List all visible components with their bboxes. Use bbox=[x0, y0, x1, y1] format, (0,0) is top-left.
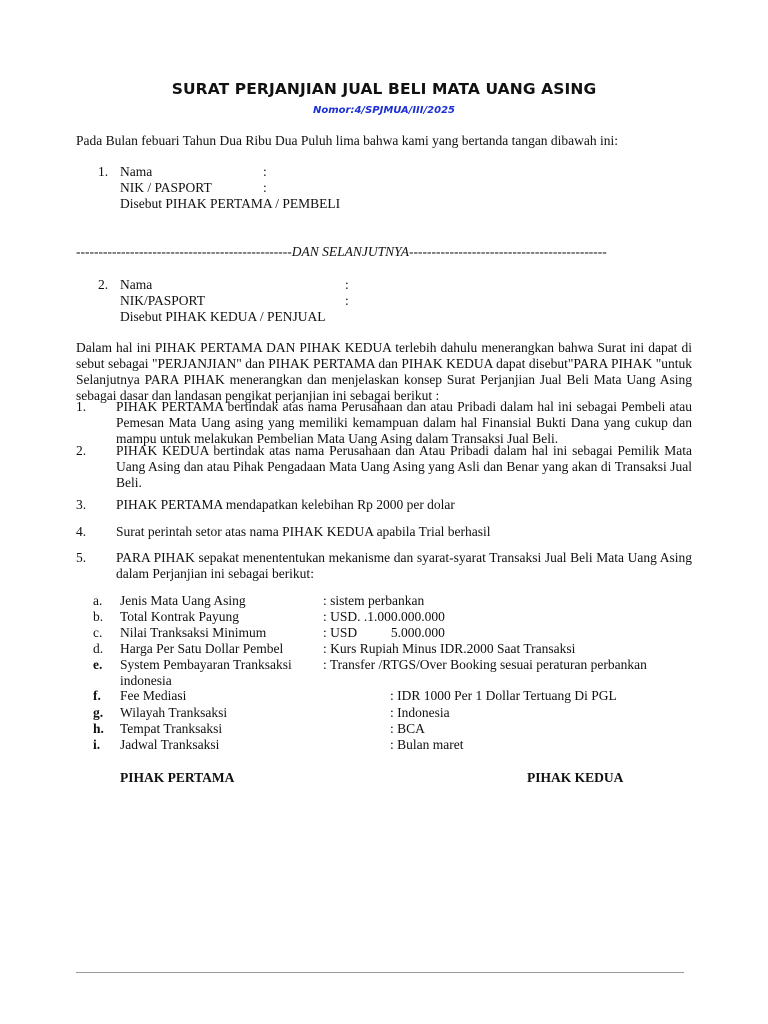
term-f-value: : IDR 1000 Per 1 Dollar Tertuang Di PGL bbox=[390, 688, 617, 703]
term-i-label: Jadwal Tranksaksi bbox=[120, 737, 220, 752]
opening-line: Pada Bulan febuari Tahun Dua Ribu Dua Puluh lima bahwa kami yang bertanda tangan dibawah ini: bbox=[76, 133, 619, 148]
term-e-value: : Transfer /RTGS/Over Booking sesuai peraturan perbankan bbox=[323, 657, 647, 672]
party1-nik-label: NIK / PASPORT bbox=[120, 180, 212, 195]
party1-role: Disebut PIHAK PERTAMA / PEMBELI bbox=[120, 196, 341, 211]
term-b-label: Total Kontrak Payung bbox=[120, 609, 240, 624]
term-b-value: : USD. .1.000.000.000 bbox=[323, 609, 445, 624]
party1-nik-colon: : bbox=[263, 180, 267, 195]
term-a-label: Jenis Mata Uang Asing bbox=[120, 593, 246, 608]
term-a-value: : sistem perbankan bbox=[323, 593, 425, 608]
party2-nama-label: Nama bbox=[120, 277, 153, 292]
party1-number: 1. bbox=[98, 164, 109, 179]
term-d-letter: d. bbox=[93, 641, 104, 656]
term-g-label: Wilayah Tranksaksi bbox=[120, 705, 228, 720]
term-h-label: Tempat Tranksaksi bbox=[120, 721, 223, 736]
term-e-letter: e. bbox=[93, 657, 103, 672]
party1-nama-label: Nama bbox=[120, 164, 153, 179]
term-e-label: System Pembayaran Tranksaksi bbox=[120, 657, 292, 672]
term-h-value: : BCA bbox=[390, 721, 425, 736]
clause-2-number: 2. bbox=[76, 443, 87, 458]
party2-nik-colon: : bbox=[345, 293, 349, 308]
term-f-label: Fee Mediasi bbox=[120, 688, 187, 703]
document-number: Nomor:4/SPJMUA/III/2025 bbox=[313, 105, 455, 116]
clause-5-number: 5. bbox=[76, 550, 87, 565]
footer-rule bbox=[76, 972, 684, 973]
party1-nama-colon: : bbox=[263, 164, 267, 179]
document-title: SURAT PERJANJIAN JUAL BELI MATA UANG ASING bbox=[171, 80, 597, 98]
clause-3-number: 3. bbox=[76, 497, 87, 512]
term-g-letter: g. bbox=[93, 705, 104, 720]
clause-1-number: 1. bbox=[76, 399, 87, 414]
term-c-value: : USD 5.000.000 bbox=[323, 625, 445, 640]
term-h-letter: h. bbox=[93, 721, 104, 736]
term-d-value: : Kurs Rupiah Minus IDR.2000 Saat Transaksi bbox=[323, 641, 576, 656]
signature-left-label: PIHAK PERTAMA bbox=[120, 770, 235, 785]
term-g-value: : Indonesia bbox=[390, 705, 450, 720]
party2-role: Disebut PIHAK KEDUA / PENJUAL bbox=[120, 309, 326, 324]
section-separator: ------------------------------------------------DAN SELANJUTNYA-------------------------------------------- bbox=[76, 244, 607, 259]
intro-paragraph: Dalam hal ini PIHAK PERTAMA DAN PIHAK KEDUA terlebih dahulu menerangkan bahwa Surat ini dapat di sebut sebagai "PERJANJIAN" dan PIHAK PERTAMA dan PIHAK KEDUA dapat disebut"PARA PIHAK "untuk Selanjutnya PARA PIHAK menerangkan dan menjelaskan konsep Surat Perjanjian Jual Beli Mata Uang Asing sebagai dasar dan landasan pengikat perjanjian ini sebagai berikut : bbox=[76, 340, 692, 403]
party2-nik-label: NIK/PASPORT bbox=[120, 293, 205, 308]
term-a-letter: a. bbox=[93, 593, 103, 608]
clause-1-text: PIHAK PERTAMA bertindak atas nama Perusahaan dan atau Pribadi dalam hal ini sebagai Pembeli atau Pemesan Mata Uang asing yang memiliki kemampuan dalam hal Finansial Bukti Dana yang cukup dan mampu untuk melakukan Pembelian Mata Uang Asing dalam Transaksi Jual Beli. bbox=[116, 399, 692, 446]
party2-nama-colon: : bbox=[345, 277, 349, 292]
clause-4-text: Surat perintah setor atas nama PIHAK KEDUA apabila Trial berhasil bbox=[116, 524, 491, 539]
clause-5-text: PARA PIHAK sepakat menententukan mekanisme dan syarat-syarat Transaksi Jual Beli Mata Uang Asing dalam Perjanjian ini sebagai berikut: bbox=[116, 550, 692, 581]
term-i-letter: i. bbox=[93, 737, 101, 752]
term-d-label: Harga Per Satu Dollar Pembel bbox=[120, 641, 284, 656]
term-b-letter: b. bbox=[93, 609, 104, 624]
term-i-value: : Bulan maret bbox=[390, 737, 464, 752]
term-c-letter: c. bbox=[93, 625, 103, 640]
signature-right-label: PIHAK KEDUA bbox=[527, 770, 624, 785]
party2-number: 2. bbox=[98, 277, 109, 292]
clause-2-text: PIHAK KEDUA bertindak atas nama Perusahaan dan Atau Pribadi dalam hal ini sebagai Pemilik Mata Uang Asing dan atau Pihak Pengadaan Mata Uang Asing yang Asli dan Benar yang akan di Transaksi Jual Beli. bbox=[116, 443, 692, 490]
term-f-letter: f. bbox=[93, 688, 101, 703]
clause-3-text: PIHAK PERTAMA mendapatkan kelebihan Rp 2000 per dolar bbox=[116, 497, 455, 512]
clause-4-number: 4. bbox=[76, 524, 87, 539]
term-c-label: Nilai Tranksaksi Minimum bbox=[120, 625, 267, 640]
term-e-continuation: indonesia bbox=[120, 673, 172, 688]
